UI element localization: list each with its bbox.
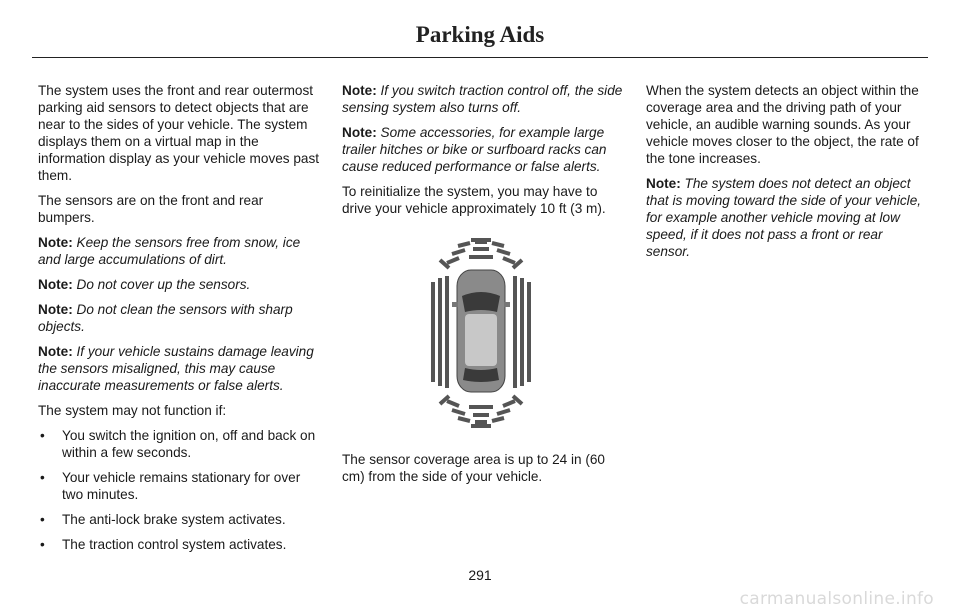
paragraph: The system may not function if: xyxy=(38,403,227,418)
note xyxy=(646,175,928,260)
note-label: Note: xyxy=(342,83,377,98)
note xyxy=(38,276,320,293)
note-text: Keep the sensors free from snow, ice and large accumulations of dirt. xyxy=(38,235,301,267)
sensor-zone-arc xyxy=(452,249,510,254)
note-text: The system does not detect an object that is moving toward the side of your vehicle, for example another vehicle moving at low speed, if it does not pass a front or rear sensor. xyxy=(646,176,922,259)
note xyxy=(38,343,320,394)
sensor-zone-arc xyxy=(452,410,510,415)
header-divider xyxy=(32,57,928,58)
right-side-sensor-bars xyxy=(513,276,531,388)
paragraph: The system uses the front and rear outermost parking aid sensors to detect objects that are near to the sides of your vehicle. The system displays them on a virtual map in the information display as your vehicle moves past them. xyxy=(38,83,320,183)
note-label: Note: xyxy=(646,176,681,191)
paragraph: To reinitialize the system, you may have to drive your vehicle approximately 10 ft (3 m). xyxy=(342,184,606,216)
vehicle-rear-window xyxy=(463,368,499,382)
side-sensing-diagram xyxy=(425,232,537,432)
vehicle-top-view xyxy=(452,270,510,392)
sensor-zone-arc xyxy=(458,242,504,246)
note-text: If your vehicle sustains damage leaving the sensors misaligned, this may cause inaccurate measurements or false alerts. xyxy=(38,344,314,393)
column-1 xyxy=(38,82,320,561)
sensor-zone-arc xyxy=(447,257,515,263)
note-label: Note: xyxy=(38,302,73,317)
sensor-zone-bar xyxy=(513,276,517,388)
vehicle-windshield xyxy=(462,292,500,312)
vehicle-roof xyxy=(465,314,497,366)
rear-sensor-arcs xyxy=(440,396,522,426)
list-item: • The traction control system activates. xyxy=(38,536,320,553)
vehicle-mirror xyxy=(452,302,458,307)
note-text: Do not clean the sensors with sharp objects. xyxy=(38,302,293,334)
page-number: 291 xyxy=(468,567,492,583)
note-label: Note: xyxy=(38,277,73,292)
sensor-zone-arc xyxy=(447,401,515,407)
sensor-zone-bar xyxy=(431,282,435,382)
note xyxy=(342,124,624,175)
sensor-zone-bar xyxy=(520,278,524,386)
list-item: • The anti-lock brake system activates. xyxy=(38,511,320,528)
sensor-zone-arc xyxy=(458,418,504,422)
note xyxy=(342,82,624,116)
list-item: • You switch the ignition on, off and back on within a few seconds. xyxy=(38,427,320,461)
vehicle-mirror xyxy=(504,302,510,307)
paragraph: The sensors are on the front and rear bumpers. xyxy=(38,193,264,225)
note-text: Some accessories, for example large trailer hitches or bike or surfboard racks can cause reduced performance or false alerts. xyxy=(342,125,607,174)
note xyxy=(38,234,320,268)
sensor-zone-bar xyxy=(445,276,449,388)
coverage-paragraph: The sensor coverage area is up to 24 in (60 cm) from the side of your vehicle. xyxy=(342,452,605,484)
paragraph: When the system detects an object within the coverage area and the driving path of your vehicle, an audible warning sounds. As your vehicle moves closer to the object, the rate of the tone increases. xyxy=(646,83,919,166)
sensor-zone-bar xyxy=(527,282,531,382)
page-title: Parking Aids xyxy=(415,22,545,47)
front-sensor-arcs xyxy=(440,240,522,268)
bullet-list xyxy=(38,427,320,553)
note xyxy=(38,301,320,335)
sensor-zone-bar xyxy=(438,278,442,386)
note-text: Do not cover up the sensors. xyxy=(76,277,251,292)
left-side-sensor-bars xyxy=(431,276,449,388)
note-text: If you switch traction control off, the side sensing system also turns off. xyxy=(342,83,623,115)
column-3 xyxy=(646,82,928,268)
note-label: Note: xyxy=(38,344,73,359)
column-2 xyxy=(342,82,624,225)
watermark: carmanualsonline.info xyxy=(739,589,934,609)
list-item: • Your vehicle remains stationary for over two minutes. xyxy=(38,469,320,503)
note-label: Note: xyxy=(38,235,73,250)
note-label: Note: xyxy=(342,125,377,140)
